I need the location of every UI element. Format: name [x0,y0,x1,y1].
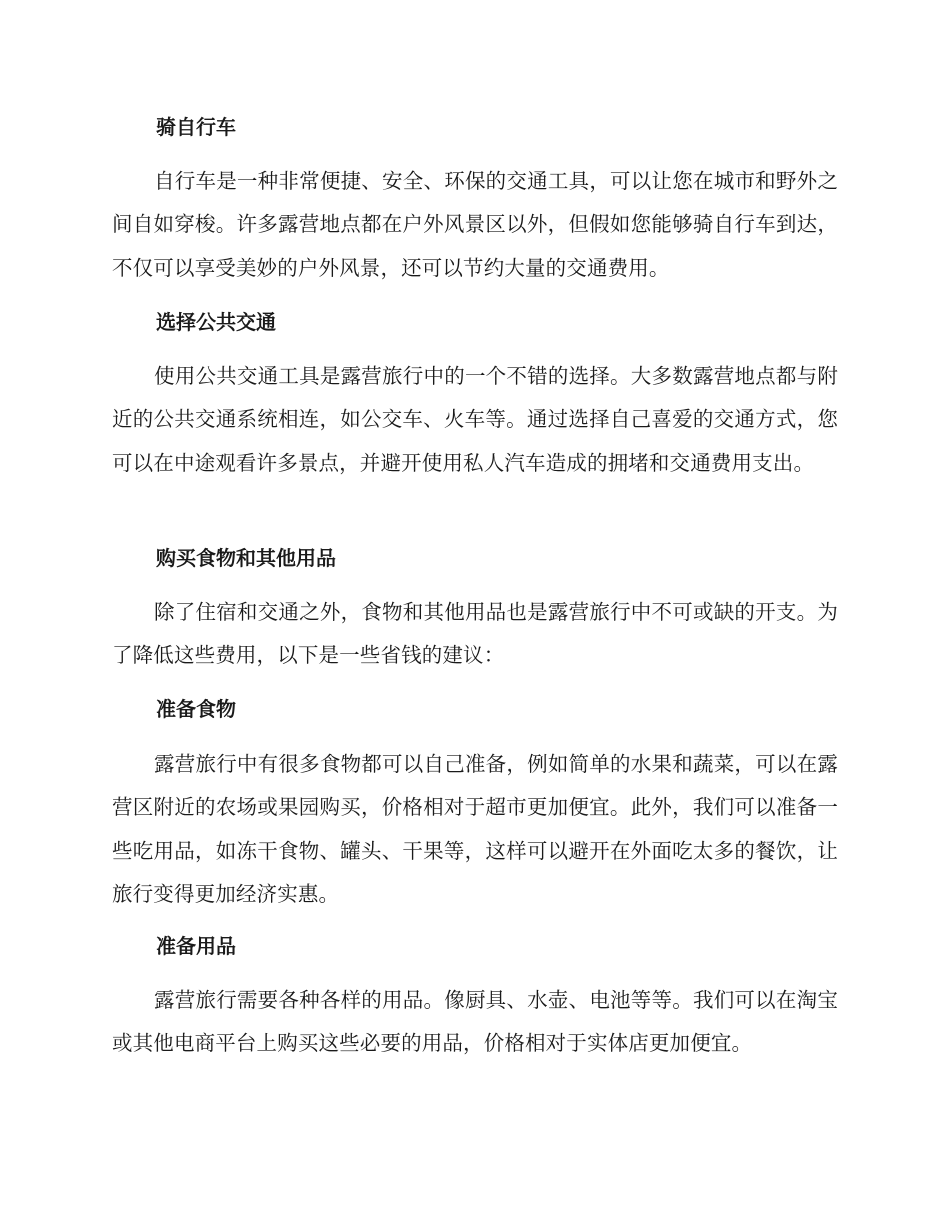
section-heading-prepare-food: 准备食物 [156,697,236,721]
section-heading-prepare-supplies: 准备用品 [156,934,236,958]
section-heading-public-transport: 选择公共交通 [156,310,276,334]
section-heading-cycling: 骑自行车 [156,115,236,139]
section-paragraph-public-transport: 使用公共交通工具是露营旅行中的一个不错的选择。大多数露营地点都与附近的公共交通系统相连，如公交车、火车等。通过选择自己喜爱的交通方式，您可以在中途观看许多景点，并避开使用私人汽车造成的拥堵和交通费用支出。 [112,364,838,475]
section-paragraph-prepare-food: 露营旅行中有很多食物都可以自己准备，例如简单的水果和蔬菜，可以在露营区附近的农场或果园购买，价格相对于超市更加便宜。此外，我们可以准备一些吃用品，如冻干食物、罐头、干果等，这样可以避开在外面吃太多的餐饮，让旅行变得更加经济实惠。 [112,752,838,906]
section-paragraph-prepare-supplies: 露营旅行需要各种各样的用品。像厨具、水壶、电池等等。我们可以在淘宝或其他电商平台上购买这些必要的用品，价格相对于实体店更加便宜。 [112,988,838,1056]
section-paragraph-buy-food-supplies: 除了住宿和交通之外，食物和其他用品也是露营旅行中不可或缺的开支。为了降低这些费用，以下是一些省钱的建议： [112,600,838,668]
section-heading-buy-food-supplies: 购买食物和其他用品 [156,546,336,570]
section-paragraph-cycling: 自行车是一种非常便捷、安全、环保的交通工具，可以让您在城市和野外之间自如穿梭。许多露营地点都在户外风景区以外，但假如您能够骑自行车到达，不仅可以享受美妙的户外风景，还可以节约大量的交通费用。 [112,169,838,280]
